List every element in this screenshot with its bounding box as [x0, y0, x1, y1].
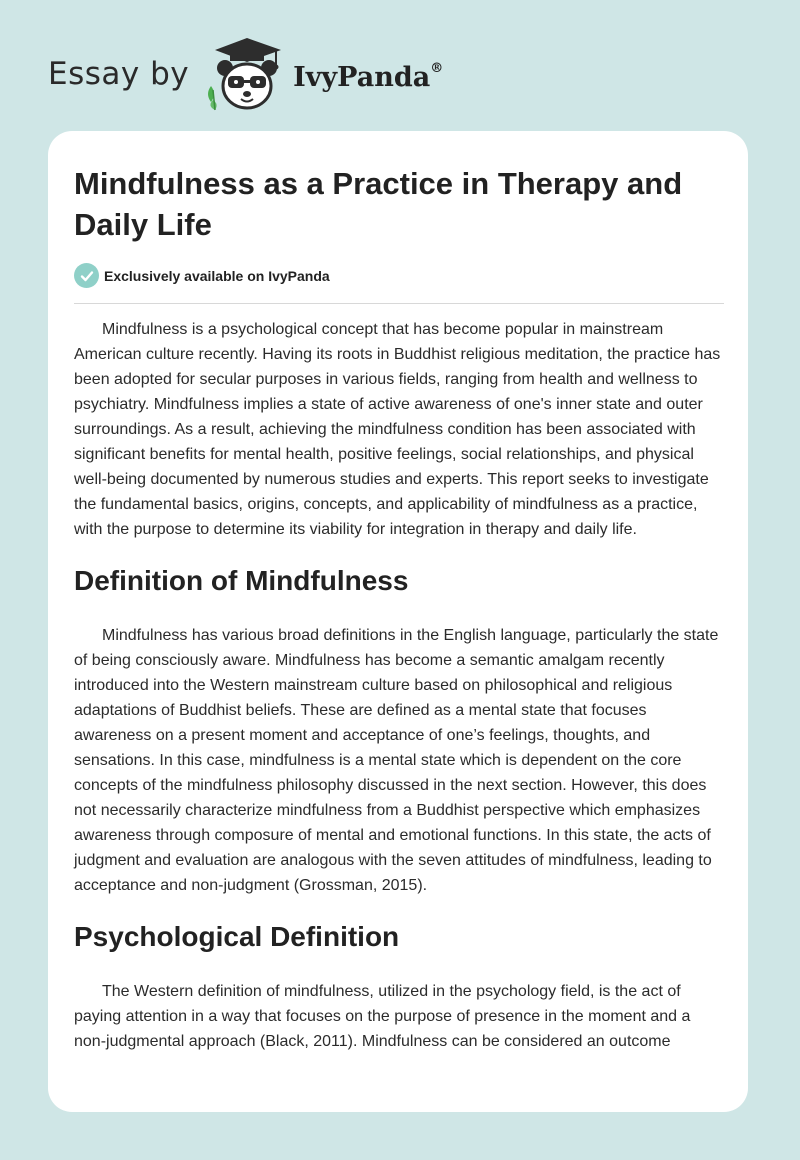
- brand-name[interactable]: [293, 61, 443, 93]
- site-header: [48, 36, 748, 112]
- exclusive-label: Exclusively available on IvyPanda: [104, 267, 330, 284]
- intro-paragraph: Mindfulness is a psychological concept that has become popular in mainstream American culture recently. Having its roots in Buddhist religious meditation, the practice has been adopted for secular purposes in various fields, ranging from health and wellness to psychiatry. Mindfulness implies a state of active awareness of one's inner state and outer surroundings. As a result, achieving the mindfulness condition has been associated with significant benefits for mental health, positive feelings, social relationships, and physical well-being documented by numerous studies and experts. This report seeks to investigate the fundamental basics, origins, concepts, and applicability of mindfulness as a practice, with the purpose to determine its viability for integration in therapy and daily life.: [74, 321, 721, 538]
- section-heading-psychological: Psychological Definition: [74, 921, 400, 952]
- exclusive-badge: [74, 263, 330, 288]
- page-title: Mindfulness as a Practice in Therapy and Daily Life: [74, 166, 683, 242]
- panda-graduate-icon[interactable]: [203, 36, 291, 112]
- checkmark-icon: [74, 263, 99, 288]
- section-heading-definition: Definition of Mindfulness: [74, 565, 409, 596]
- divider: [74, 303, 724, 304]
- brand-name-text: IvyPanda: [293, 62, 431, 93]
- registered-mark: ®: [430, 61, 444, 76]
- essay-by-label: Essay by: [48, 56, 190, 92]
- section-paragraph-psychological: The Western definition of mindfulness, utilized in the psychology field, is the act of paying attention in a way that focuses on the purpose of presence in the moment and a non-judgmental approach (Black, 2011). Mindfulness can be considered an outcome: [74, 983, 691, 1050]
- essay-card: [48, 131, 748, 1112]
- essay-body: [74, 317, 724, 1054]
- section-paragraph-definition: Mindfulness has various broad definitions in the English language, particularly the state of being consciously aware. Mindfulness has become a semantic amalgam recently introduced into the Western mainstream culture based on philosophical and religious adaptations of Buddhist beliefs. These are defined as a mental state that focuses awareness on a present moment and acceptance of one’s feelings, thoughts, and sensations. In this case, mindfulness is a mental state which is dependent on the core concepts of the mindfulness philosophy discussed in the next section. However, this does not necessarily characterize mindfulness from a Buddhist perspective which emphasizes awareness through composure of mental and emotional functions. In this state, the acts of judgment and evaluation are analogous with the seven attitudes of mindfulness, leading to acceptance and non-judgment (Grossman, 2015).: [74, 627, 719, 894]
